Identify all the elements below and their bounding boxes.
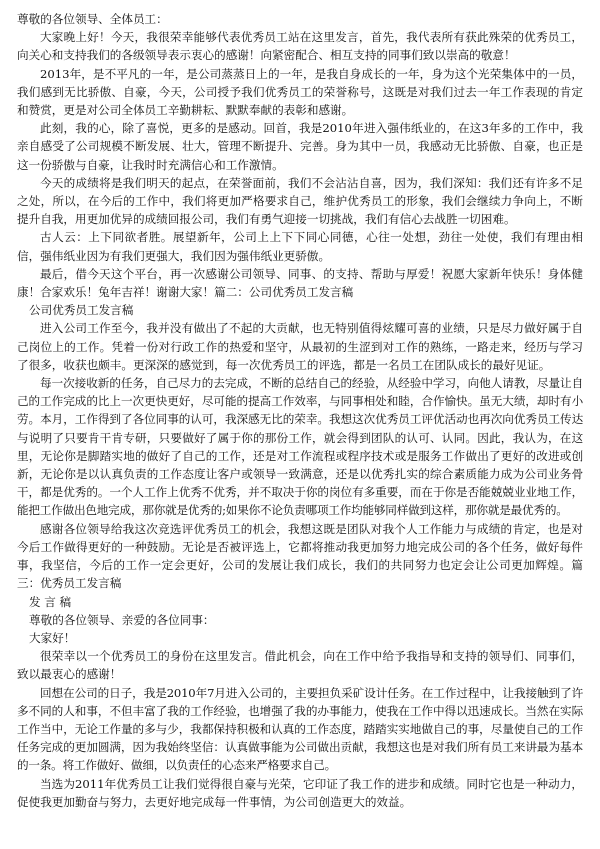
speech1-paragraph: 最后，借今天这个平台，再一次感谢公司领导、同事、的支持、帮助与厚爱！祝愿大家新年快乐！身体健康！合家欢乐！兔年吉祥！谢谢大家！篇二：公司优秀员工发言稿 (17, 266, 583, 300)
speech1-paragraph: 古人云：上下同欲者胜。展望新年，公司上上下下同心同德，心往一处想，劲往一处使，我们有理由相信，强伟纸业因为有我们更强大，我们因为强伟纸业更骄傲。 (17, 230, 583, 263)
speech2-title: 公司优秀员工发言稿 (29, 303, 134, 318)
speech3-title: 发 言 稿 (29, 594, 72, 609)
speech2-paragraph: 每一次接收新的任务，自己尽力的去完成，不断的总结自己的经验，从经验中学习，向他人请教，尽量让自己的工作完成的比上一次更快更好，尽可能的提高工作效率，与同事相处和睦，合作愉快。虽无大绩，却时有小劳。本月，工作得到了各位同事的认可，我深感无比的荣幸。我想这次优秀员工评优活动也再次向优秀员工传达与说明了只要肯干肯专研，只要做好了属于你的那份工作，就会得到团队的认可、认同。因此，我认为，在这里，无论你是脚踏实地的做好了自己的工作，还是对工作流程或程序技术或是服务工作做出了更好的改进或创新，无论你是以认真负责的工作态度让客户或领导一致满意，还是以优秀扎实的综合素质能力成为公司业务骨干，都是优秀的。一个人工作上优秀不优秀，并不取决于你的岗位有多重要，而在于你是否能兢兢业业地工作，能把工作做出色地完成，那你就是优秀的;如果你不论负责哪项工作均能够同样做到这样，那你就是最优秀的。 (17, 376, 583, 518)
speech1-paragraph: 2013年，是不平凡的一年，是公司蒸蒸日上的一年，是我自身成长的一年，身为这个光荣集体中的一员，我们感到无比骄傲、自豪，今天，公司授予我们优秀员工的荣誉称号，这既是对我们过去一年工作表现的肯定和赞赏，更是对公司全体员工辛勤耕耘、默默奉献的表彰和感谢。 (17, 66, 583, 118)
speech3-paragraph: 很荣幸以一个优秀员工的身份在这里发言。借此机会，向在工作中给予我指导和支持的领导们、同事们，致以最衷心的感谢！ (17, 649, 583, 682)
speech3-paragraph: 当选为2011年优秀员工让我们觉得很自豪与光荣，它印证了我工作的进步和成绩。同时它也是一种动力，促使我更加勤奋与努力，去更好地完成每一件事情，为公司创造更大的效益。 (17, 776, 583, 809)
speech1-greeting: 尊敬的各位领导、全体员工： (17, 12, 168, 26)
speech3-hello: 大家好！ (29, 630, 76, 645)
speech3-greeting: 尊敬的各位领导、亲爱的各位同事： (29, 612, 215, 627)
speech3-paragraph: 回想在公司的日子，我是2010年7月进入公司的，主要担负采矿设计任务。在工作过程中，让我接触到了许多不同的人和事，不但丰富了我的工作经验，也增强了我的办事能力，使我在工作中得以迅速成长。当然在实际工作当中，无论工作量的多与少，我都保持积极和认真的工作态度，踏踏实实地做自己的事，尽量使自己的工作任务完成的更加圆满，因为我始终坚信：认真做事能为公司做出贡献，我想这也是对我们所有员工来讲最为基本的一条。将工作做好、做细，以负责任的心态来严格要求自己。 (17, 685, 583, 773)
speech1-paragraph: 今天的成绩将是我们明天的起点，在荣誉面前，我们不会沾沾自喜，因为，我们深知：我们还有许多不足之处，所以，在今后的工作中，我们将更加严格要求自己，维护优秀员工的形象，我们会继续力争向上，不断提升自我，用更加优异的成绩回报公司，我们有勇气迎接一切挑战，我们有信心去战胜一切困难。 (17, 175, 583, 227)
speech2-paragraph: 进入公司工作至今，我并没有做出了不起的大贡献，也无特别值得炫耀可喜的业绩，只是尽力做好属于自己岗位上的工作。凭着一份对行政工作的热爱和坚守，从最初的生涩到对工作的熟练，一路走来，经历与学习了很多，收获也颇丰。更深深的感觉到，每一次优秀员工的评选，都是一名员工在团队成长的最好见证。 (17, 321, 583, 372)
speech1-paragraph: 大家晚上好！今天，我很荣幸能够代表优秀员工站在这里发言，首先，我代表所有获此殊荣的优秀员工，向关心和支持我们的各级领导表示衷心的感谢！向紧密配合、相互支持的同事们致以崇高的敬意！ (17, 30, 583, 63)
speech2-paragraph: 感谢各位领导给我这次竞选评优秀员工的机会，我想这既是团队对我个人工作能力与成绩的肯定，也是对今后工作做得更好的一种鼓励。无论是否被评选上，它都将推动我更加努力地完成公司的各个任务，做好每件事，我坚信，今后的工作一定会更好，公司的发展让我们成长，我们的共同努力也定会让公司更加辉煌。篇三：优秀员工发言稿 (17, 521, 583, 591)
speech1-paragraph: 此刻，我的心，除了喜悦，更多的是感动。回首，我是2010年进入强伟纸业的，在这3年多的工作中，我亲自感受了公司规模不断发展、壮大，管理不断提升、完善。身为其中一员，我感动无比骄傲、自豪，也正是这一份骄傲与自豪，让我时时充满信心和工作激情。 (17, 121, 583, 172)
